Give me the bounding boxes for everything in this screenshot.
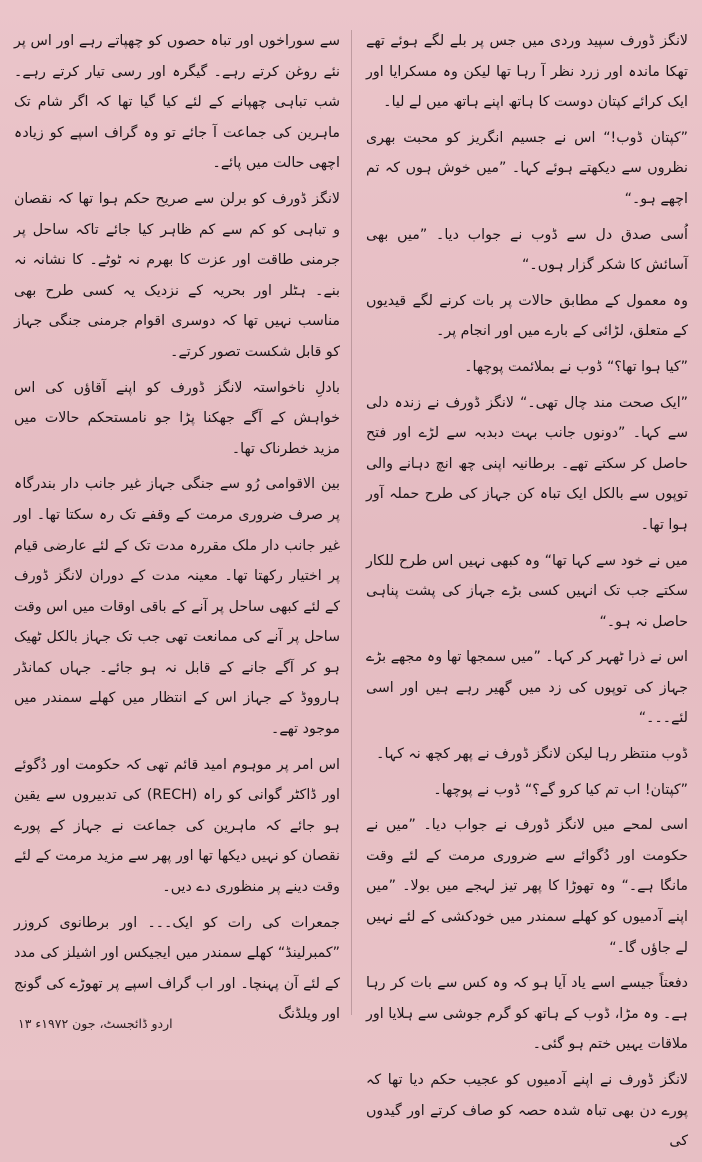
paragraph: اس امر پر موہوم امید قائم تھی کہ حکومت اور دُگوئے اور ڈاکٹر گوانی کو راہ (RECH) کی تدبیروں سے یقین ہو جائے کہ ماہرین کی جماعت نے جہاز کے پورے نقصان کو نہیں دیکھا تھا اور پھر سے مزید مرمت کے لئے وقت دینے پر منظوری دے دیں۔ [14,756,341,896]
paragraph: لانگز ڈورف کو برلن سے صریح حکم ہوا تھا کہ نقصان و تباہی کو کم سے کم ظاہر کیا جائے تاکہ ساحل پر جرمنی طاقت اور عزت کا بھرم نہ ٹوٹے۔ کا نشانہ نہ بنے۔ ہٹلر اور بحریہ کے نزدیک یہ کسی طرح بھی مناسب نہیں تھا کہ دوسری اقوام جرمنی جنگی جہاز کو قابل شکست تصور کرتے۔ [14,190,340,360]
paragraph: اس نے ذرا ٹھہر کر کہا۔ ”میں سمجھا تھا وہ مجھے بڑے جہاز کی توپوں کی زد میں گھیر رہے ہیں اور اسی لئے۔۔۔“ [366,649,688,727]
paragraph: ڈوب منتظر رہا لیکن لانگز ڈورف نے پھر کچھ نہ کہا۔ [376,746,688,763]
paragraph: ”ایک صحت مند چال تھی۔“ لانگز ڈورف نے زندہ دلی سے کہا۔ ”دونوں جانب بہت دبدبہ سے لڑے اور فتح حاصل کر سکتے تھے۔ برطانیہ اپنی چھ انچ دہانے والی توپوں سے بالکل ایک تباہ کن جہاز کی طرح حملہ آور ہوا تھا۔ [366,394,688,533]
paragraph: بادلِ ناخواستہ لانگز ڈورف کو اپنے آقاؤں کی اس خواہش کے آگے جھکنا پڑا جو نامستحکم حالات میں مزید خطرناک تھا۔ [14,379,340,457]
paragraph: بین الاقوامی رُو سے جنگی جہاز غیر جانب دار بندرگاہ پر صرف ضروری مرمت کے وقفے تک رہ سکتا تھا۔ اور غیر جانب دار ملک مقررہ مدت تک کے لئے عارضی قیام پر اختیار رکھتا تھا۔ معینہ مدت کے دوران لانگز ڈورف کے لئے کبھی ساحل پر آنے کے باقی اوقات میں اس وقت ساحل پر آنے کی ممانعت تھی جب تک جہاز بالکل ٹھیک ہو کر آگے جانے کے قابل نہ ہو جائے۔ جہاں کمانڈر ہارووڈ کے جہاز اس کے انتظار میں کھلے سمندر میں موجود تھے۔ [14,476,340,738]
paragraph: ”کیا ہوا تھا؟“ ڈوب نے بملائمت پوچھا۔ [464,358,688,375]
paragraph: ”کپتان! اب تم کیا کرو گے؟“ ڈوب نے پوچھا۔ [433,781,688,798]
paragraph: ”کپتان ڈوب!“ اس نے جسیم انگریز کو محبت بھری نظروں سے دیکھتے ہوئے کہا۔ ”میں خوش ہوں کہ تم اچھے ہو۔“ [366,129,688,207]
paragraph: میں نے خود سے کہا تھا“ وہ کبھی نہیں اس طرح للکار سکتے جب تک انہیں کسی بڑے جہاز کی پشت پناہی حاصل نہ ہو۔“ [366,552,688,630]
paragraph: اُسی صدق دل سے ڈوب نے جواب دیا۔ ”میں بھی آسائش کا شکر گزار ہوں۔“ [366,226,688,274]
column-divider [351,30,352,1015]
paragraph: سے سوراخوں اور تباہ حصوں کو چھپاتے رہے اور اس پر نئے روغن کرتے رہے۔ گیگرہ اور رسی تیار کرتے رہے۔ شب تباہی چھپانے کے لئے کیا گیا تھا کہ اگر شام تک ماہرین کی جماعت آ جائے تو وہ گراف اسپے کو زیادہ اچھی حالت میں پائے۔ [14,33,340,172]
paragraph: جمعرات کی رات کو ایک۔۔۔ اور برطانوی کروزر ”کمبرلینڈ“ کھلے سمندر میں ایجیکس اور اشیلز کی مدد کے لئے آن پہنچا۔ اور اب گراف اسپے پر تھوڑے کی گونج اور ویلڈنگ [14,914,340,1023]
paragraph: لانگز ڈورف سپید وردی میں جس پر بلے لگے ہوئے تھے تھکا ماندہ اور زرد نظر آ رہا تھا لیکن وہ مسکرایا اور ایک کرائے کپتان دوست کا ہاتھ اپنے ہاتھ میں لے لیا۔ [366,33,688,111]
paragraph: دفعتاً جیسے اسے یاد آیا ہو کہ وہ کس سے بات کر رہا ہے۔ وہ مڑا، ڈوب کے ہاتھ کو گرم جوشی سے ہلایا اور ملاقات یہیں ختم ہو گئی۔ [366,975,688,1053]
paragraph: لانگز ڈورف نے اپنے آدمیوں کو عجیب حکم دیا تھا کہ پورے دن بھی تباہ شدہ حصہ کو صاف کرتے اور گیدوں کی [366,1072,688,1150]
paragraph: وہ معمول کے مطابق حالات پر بات کرنے لگے قیدیوں کے متعلق، لڑائی کے بارے میں اور انجام پر۔ [366,292,688,340]
left-column [14,26,340,1035]
right-column [366,26,688,1162]
paragraph: اسی لمحے میں لانگز ڈورف نے جواب دیا۔ ”میں نے حکومت اور دُگوائے سے ضروری مرمت کے لئے وقت مانگا ہے۔“ وہ تھوڑا کا پھر تیز لہجے میں بولا۔ ”میں اپنے آدمیوں کو کھلے سمندر میں خودکشی کے لئے نہیں لے جاؤں گا۔“ [366,817,688,956]
page-footer: اردو ڈائجسٹ، جون ۱۹۷۲ء ۱۳ [18,1016,173,1031]
